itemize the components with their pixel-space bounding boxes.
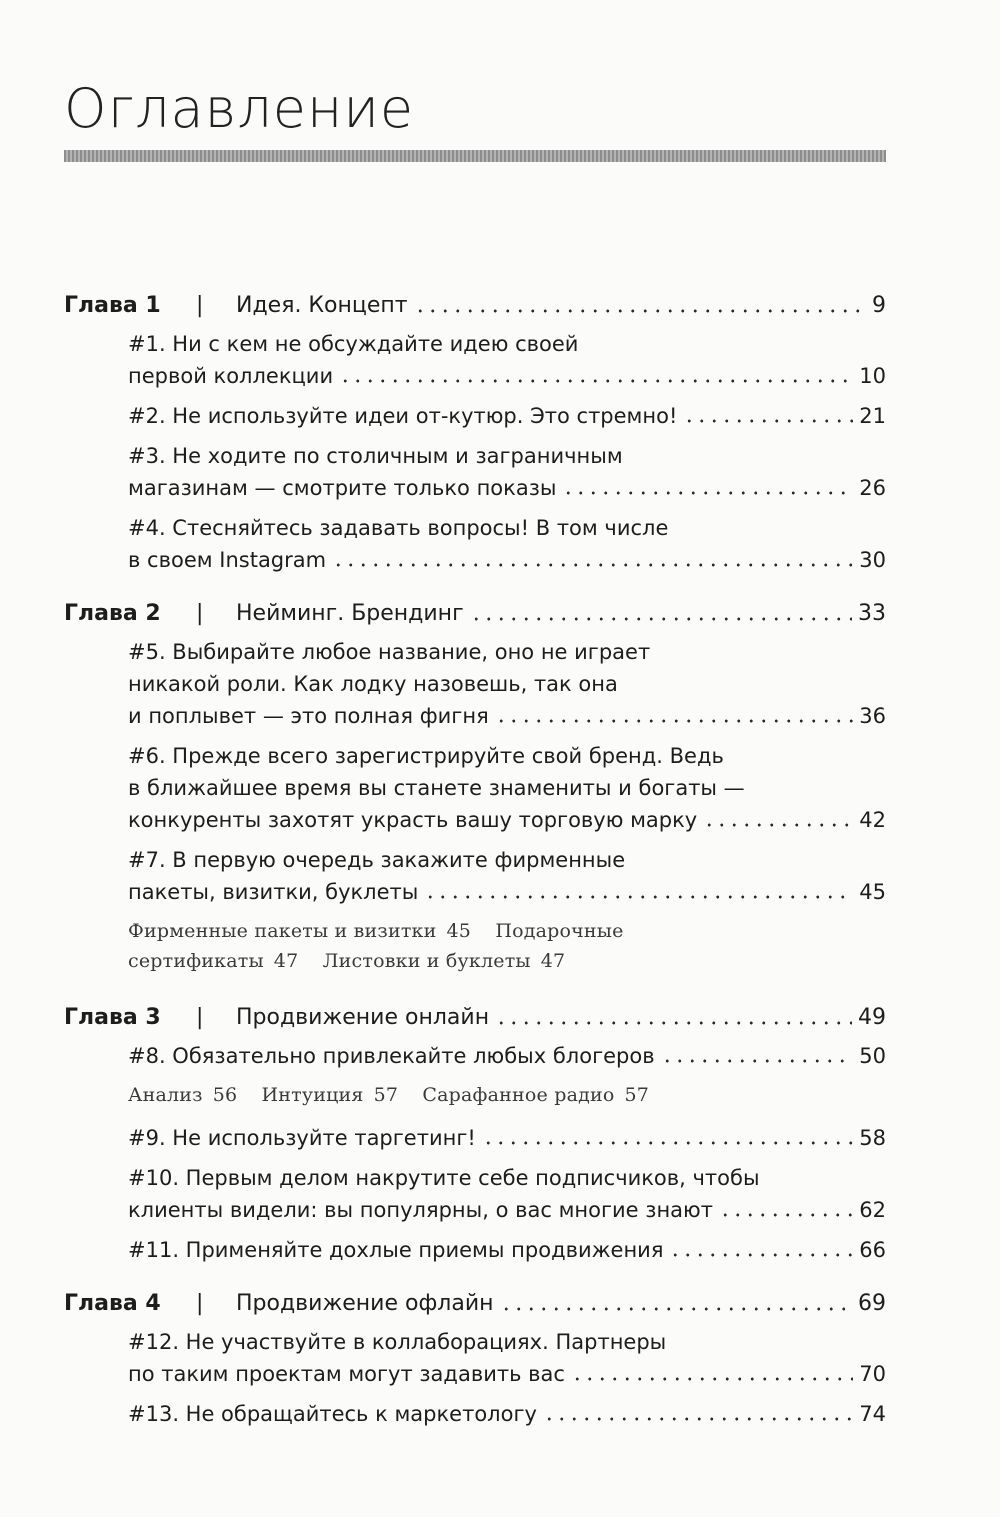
subsection-item[interactable]: Сарафанное радио 57 xyxy=(422,1084,650,1106)
chapter-label: Глава 3 xyxy=(64,1005,161,1030)
entry-line: #3. Не ходите по столичным и заграничным xyxy=(128,444,623,468)
entry-line: конкуренты захотят украсть вашу торговую марку xyxy=(128,808,698,832)
entry-line: #7. В первую очередь закажите фирменные xyxy=(128,848,626,872)
dot-leader xyxy=(500,1304,852,1314)
dot-leader xyxy=(661,1056,854,1066)
entry-line: #12. Не участвуйте в коллаборациях. Партнеры xyxy=(128,1330,667,1354)
chapter-1 xyxy=(64,290,886,576)
dot-leader xyxy=(669,1250,853,1260)
dot-leader xyxy=(495,716,854,726)
page-number: 49 xyxy=(858,1005,886,1030)
page-number: 26 xyxy=(859,476,886,500)
dot-leader xyxy=(683,416,853,426)
toc-entry[interactable] xyxy=(128,740,886,836)
dot-leader xyxy=(424,892,853,902)
entry-line: в ближайшее время вы станете знамениты и богаты — xyxy=(128,776,745,800)
entry-line: #8. Обязательно привлекайте любых блогеров xyxy=(128,1044,655,1068)
entry-line: #13. Не обращайтесь к маркетологу xyxy=(128,1402,537,1426)
entry-line: первой коллекции xyxy=(128,364,334,388)
page-number: 66 xyxy=(859,1238,886,1262)
dot-leader xyxy=(562,488,853,498)
dot-leader xyxy=(414,306,866,316)
chapter-entries xyxy=(128,1040,886,1266)
page-number: 42 xyxy=(859,808,886,832)
subsection-list xyxy=(128,916,886,976)
page-number: 33 xyxy=(858,601,886,626)
dot-leader xyxy=(339,376,853,386)
chapter-separator: | xyxy=(196,601,204,626)
dot-leader xyxy=(482,1138,853,1148)
entry-line: по таким проектам могут задавить вас xyxy=(128,1362,565,1386)
page-number: 21 xyxy=(859,404,886,428)
chapter-label: Глава 2 xyxy=(64,601,161,626)
chapter-separator: | xyxy=(196,1005,204,1030)
entry-line: никакой роли. Как лодку назовешь, так она xyxy=(128,672,618,696)
dot-leader xyxy=(719,1210,853,1220)
subsection-item[interactable]: Подарочные xyxy=(495,920,624,942)
toc-entry[interactable] xyxy=(128,1162,886,1226)
entry-line: #1. Ни с кем не обсуждайте идею своей xyxy=(128,332,579,356)
chapter-heading[interactable] xyxy=(64,290,886,322)
chapter-separator: | xyxy=(196,1291,204,1316)
page-number: 30 xyxy=(859,548,886,572)
chapter-2 xyxy=(64,598,886,976)
chapter-heading[interactable] xyxy=(64,1288,886,1320)
page-number: 10 xyxy=(859,364,886,388)
toc-entry[interactable] xyxy=(128,1398,886,1430)
chapter-heading[interactable] xyxy=(64,1002,886,1034)
chapter-title: Нейминг. Брендинг xyxy=(236,601,464,626)
chapter-4 xyxy=(64,1288,886,1430)
chapter-label: Глава 1 xyxy=(64,293,161,318)
page-number: 74 xyxy=(859,1402,886,1426)
chapter-label: Глава 4 xyxy=(64,1291,161,1316)
entry-line: #10. Первым делом накрутите себе подписчиков, чтобы xyxy=(128,1166,760,1190)
entry-line: #4. Стесняйтесь задавать вопросы! В том числе xyxy=(128,516,669,540)
entry-line: #9. Не используйте таргетинг! xyxy=(128,1126,476,1150)
subsection-item[interactable]: Листовки и буклеты 47 xyxy=(322,950,566,972)
page-number: 69 xyxy=(858,1291,886,1316)
entry-line: #5. Выбирайте любое название, оно не играет xyxy=(128,640,651,664)
page-number: 36 xyxy=(859,704,886,728)
toc-entry[interactable] xyxy=(128,1040,886,1072)
dot-leader xyxy=(571,1374,853,1384)
entry-line: магазинам — смотрите только показы xyxy=(128,476,557,500)
chapter-title: Идея. Концепт xyxy=(236,293,408,318)
entry-line: #2. Не используйте идеи от-кутюр. Это стремно! xyxy=(128,404,678,428)
toc-entry[interactable] xyxy=(128,400,886,432)
dot-leader xyxy=(470,614,852,624)
dot-leader xyxy=(703,820,853,830)
chapter-entries xyxy=(128,636,886,976)
chapter-entries xyxy=(128,1326,886,1430)
chapter-entries xyxy=(128,328,886,576)
dot-leader xyxy=(332,560,853,570)
toc-entry[interactable] xyxy=(128,440,886,504)
toc-entry[interactable] xyxy=(128,636,886,732)
page-number: 50 xyxy=(859,1044,886,1068)
toc-entry[interactable] xyxy=(128,844,886,908)
title-rule xyxy=(64,150,886,162)
chapter-separator: | xyxy=(196,293,204,318)
page-number: 9 xyxy=(872,293,886,318)
dot-leader xyxy=(495,1018,852,1028)
page-number: 45 xyxy=(859,880,886,904)
entry-line: и поплывет — это полная фигня xyxy=(128,704,489,728)
subsection-item[interactable]: сертификаты 47 xyxy=(128,950,299,972)
page-number: 70 xyxy=(859,1362,886,1386)
entry-line: #6. Прежде всего зарегистрируйте свой бренд. Ведь xyxy=(128,744,724,768)
dot-leader xyxy=(543,1414,853,1424)
page-number: 58 xyxy=(859,1126,886,1150)
entry-line: в своем Instagram xyxy=(128,548,327,572)
toc-entry[interactable] xyxy=(128,1326,886,1390)
entry-line: пакеты, визитки, буклеты xyxy=(128,880,419,904)
subsection-item[interactable]: Фирменные пакеты и визитки 45 xyxy=(128,920,472,942)
toc-entry[interactable] xyxy=(128,1234,886,1266)
table-of-contents xyxy=(64,290,886,1438)
subsection-list xyxy=(128,1080,886,1110)
chapter-title: Продвижение офлайн xyxy=(236,1291,494,1316)
entry-line: клиенты видели: вы популярны, о вас многие знают xyxy=(128,1198,713,1222)
subsection-item[interactable]: Анализ 56 xyxy=(128,1084,238,1106)
toc-entry[interactable] xyxy=(128,512,886,576)
toc-entry[interactable] xyxy=(128,1122,886,1154)
chapter-heading[interactable] xyxy=(64,598,886,630)
page-number: 62 xyxy=(859,1198,886,1222)
toc-entry[interactable] xyxy=(128,328,886,392)
subsection-item[interactable]: Интуиция 57 xyxy=(261,1084,399,1106)
page-title: Оглавление xyxy=(64,77,415,140)
chapter-title: Продвижение онлайн xyxy=(236,1005,490,1030)
chapter-3 xyxy=(64,1002,886,1266)
entry-line: #11. Применяйте дохлые приемы продвижения xyxy=(128,1238,664,1262)
